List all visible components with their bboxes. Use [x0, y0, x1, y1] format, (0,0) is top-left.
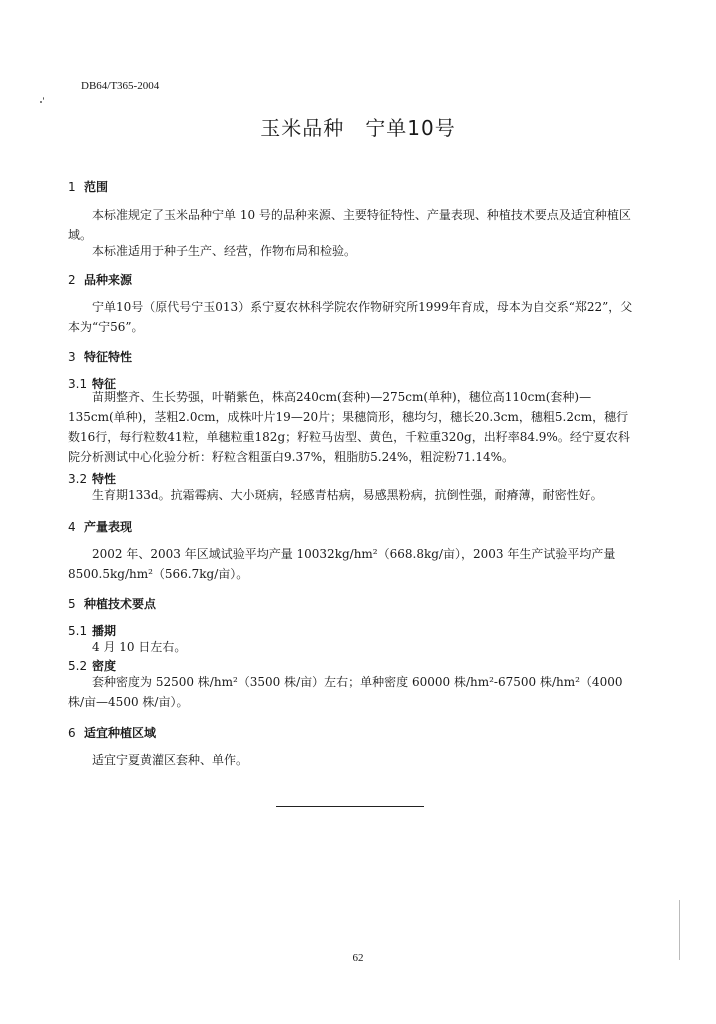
section-number: 5.2	[68, 659, 88, 673]
page-title: 玉米品种 宁单10号	[260, 116, 456, 140]
section-3-1-paragraph: 苗期整齐、生长势强，叶鞘紫色，株高240cm(套种)—275cm(单种)，穗位高110cm(套种)—135cm(单种)，茎粗2.0cm，成株叶片19—20片；果穗筒形，穗均匀，穗长20.3cm，穗粗5.2cm，穗行数16行，每行粒数41粒，单穗粒重182g；籽粒马齿型、黄色，千粒重320g，出籽率84.9%。经宁夏农科院分析测试中心化验分析：籽粒含粗蛋白9.37%，粗脂肪5.24%，粗淀粉71.14%。	[68, 390, 630, 464]
section-5-heading	[68, 595, 156, 612]
section-number: 3.2	[68, 472, 88, 486]
scan-speck	[43, 97, 44, 100]
section-2-paragraph-1: 宁单10号（原代号宁玉013）系宁夏农林科学院农作物研究所1999年育成，母本为自交系“郑22”，父本为“宁56”。	[68, 300, 633, 334]
section-number: 3	[68, 350, 76, 364]
section-4-heading	[68, 518, 132, 535]
section-number: 3.1	[68, 377, 88, 391]
scan-speck	[40, 101, 42, 103]
section-1-heading	[68, 178, 108, 195]
section-title: 特征特性	[84, 350, 133, 364]
section-4-paragraph: 2002 年、2003 年区域试验平均产量 10032kg/hm²（668.8kg/亩），2003 年生产试验平均产量 8500.5kg/hm²（566.7kg/亩）。	[68, 547, 616, 581]
section-number: 1	[68, 180, 76, 194]
section-1-paragraph-2: 本标准适用于种子生产、经营，作物布局和检验。	[92, 244, 357, 258]
section-title: 品种来源	[84, 273, 133, 287]
standard-number: DB64/T365-2004	[81, 80, 160, 92]
section-2-heading	[68, 271, 132, 288]
section-title: 播期	[92, 624, 117, 638]
section-number: 6	[68, 726, 76, 740]
scan-speck	[679, 900, 680, 960]
page-number: 62	[352, 952, 364, 964]
section-5-2-paragraph: 套种密度为 52500 株/hm²（3500 株/亩）左右；单种密度 60000 株/hm²-67500 株/hm²（4000 株/亩—4500 株/亩）。	[68, 675, 623, 709]
section-6-heading	[68, 724, 156, 741]
section-number: 4	[68, 520, 76, 534]
section-3-heading	[68, 348, 132, 365]
section-title: 产量表现	[84, 520, 133, 534]
section-5-1-paragraph: 4 月 10 日左右。	[92, 640, 187, 654]
section-number: 5.1	[68, 624, 88, 638]
section-3-2-paragraph: 生育期133d。抗霜霉病、大小斑病，轻感青枯病，易感黑粉病，抗倒性强，耐瘠薄，耐密性好。	[92, 488, 603, 502]
section-title: 范围	[84, 180, 109, 194]
section-number: 2	[68, 273, 76, 287]
section-1-paragraph-1: 本标准规定了玉米品种宁单 10 号的品种来源、主要特征特性、产量表现、种植技术要点及适宜种植区域。	[68, 208, 631, 242]
section-title: 特性	[92, 472, 117, 486]
section-title: 种植技术要点	[84, 597, 157, 611]
section-6-paragraph: 适宜宁夏黄灌区套种、单作。	[92, 753, 249, 767]
section-title: 特征	[92, 377, 117, 391]
section-title: 密度	[92, 659, 117, 673]
end-rule	[276, 806, 424, 807]
section-title: 适宜种植区域	[84, 726, 157, 740]
section-number: 5	[68, 597, 76, 611]
